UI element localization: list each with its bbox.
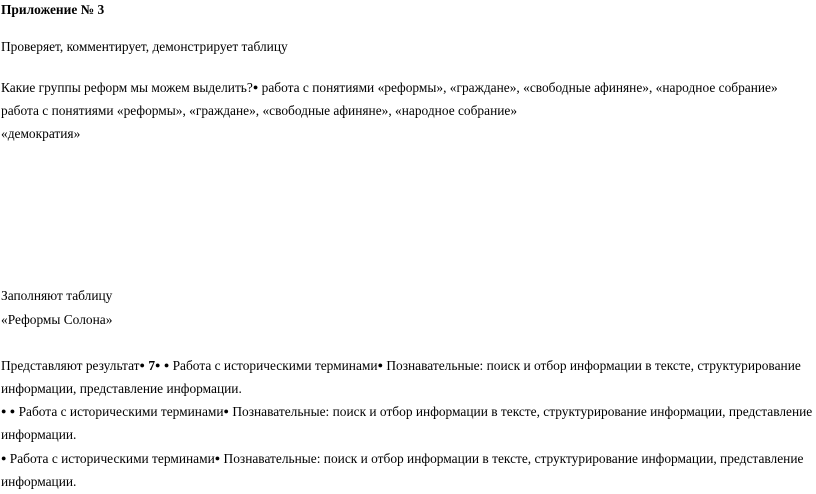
bullets-2-terms: Работа с историческими терминами [15, 404, 224, 419]
bullets-2-cognitive: Познавательные: поиск и отбор информации в тексте, структурирование информации, представление [228, 404, 813, 419]
paragraph-teacher-action: Проверяет, комментирует, демонстрирует таблицу [1, 39, 288, 54]
paragraph-results-cont: информации, представление информации. [1, 381, 242, 396]
bullet-dot-icon: ● [1, 406, 7, 416]
paragraph-democracy: «демократия» [1, 126, 81, 141]
results-terms: Работа с историческими терминами [169, 358, 378, 373]
bullet-dot-icon: ● [252, 82, 259, 92]
bullets-3-cognitive: Познавательные: поиск и отбор информации в тексте, структурирование информации, представление [220, 451, 804, 466]
paragraph-fill-table: Заполняют таблицу [1, 288, 113, 303]
paragraph-bullets-2-cont: информации. [1, 427, 77, 442]
bullet-dot-icon: ● [214, 453, 221, 463]
paragraph-solon-reforms: «Реформы Солона» [1, 312, 113, 327]
results-cognitive: Познавательные: поиск и отбор информации в тексте, структурирование [383, 358, 801, 373]
paragraph-concepts: работа с понятиями «реформы», «граждане», «свободные афиняне», «народное собрание» [1, 103, 518, 118]
bullet-dot-icon: ● [139, 360, 145, 370]
question-bullet-text: работа с понятиями «реформы», «граждане», «свободные афиняне», «народное собрание» [258, 80, 778, 95]
results-number: 7 [144, 358, 156, 373]
bullet-dot-icon: ● [223, 406, 229, 416]
paragraph-question [1, 80, 778, 97]
results-text: Представляют результат [1, 358, 140, 373]
paragraph-results [1, 358, 801, 375]
paragraph-bullets-2 [1, 404, 812, 421]
bullet-dot-icon: ● [1, 453, 7, 463]
bullet-dot-icon: ● [9, 406, 16, 416]
paragraph-bullets-3-cont: информации. [1, 474, 77, 489]
bullet-dot-icon: ● [377, 360, 383, 370]
paragraph-bullets-3 [1, 451, 803, 468]
bullets-3-terms: Работа с историческими терминами [6, 451, 215, 466]
page-title: Приложение № 3 [1, 2, 105, 17]
question-text: Какие группы реформ мы можем выделить? [1, 80, 253, 95]
bullet-dot-icon: ● [155, 360, 161, 370]
bullet-dot-icon: ● [163, 360, 170, 370]
